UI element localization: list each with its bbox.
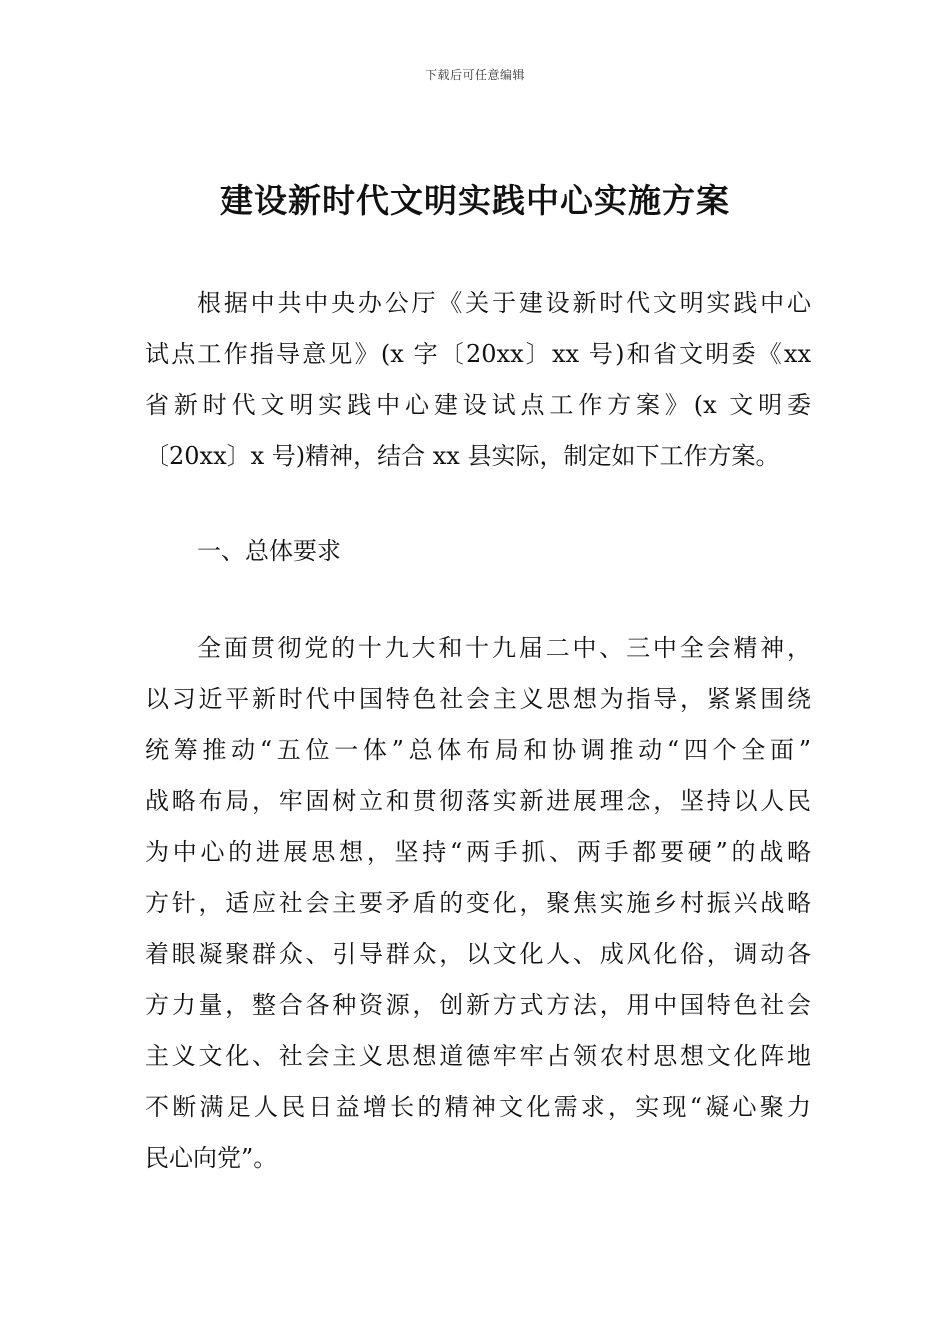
paragraph-line: 为中心的进展思想，坚持“两手抓、两手都要硬”的战略 <box>145 838 811 866</box>
paragraph-line: 着眼凝聚群众、引导群众，以文化人、成风化俗，调动各 <box>145 940 811 968</box>
paragraph-line: 方力量，整合各种资源，创新方式方法，用中国特色社会 <box>145 991 811 1019</box>
paragraph-line: 以习近平新时代中国特色社会主义思想为指导，紧紧围绕 <box>145 685 811 713</box>
document-title: 建设新时代文明实践中心实施方案 <box>220 181 730 220</box>
paragraph-line: 民心向党”。 <box>145 1144 278 1172</box>
section-heading-text: 一、总体要求 <box>197 537 341 565</box>
paragraph-line: 不断满足人民日益增长的精神文化需求，实现“凝心聚力 <box>145 1093 811 1121</box>
paragraph-line: 方针，适应社会主要矛盾的变化，聚焦实施乡村振兴战略 <box>145 889 811 917</box>
paragraph-line: 全面贯彻党的十九大和十九届二中、三中全会精神， <box>197 634 811 662</box>
paragraph-line: 省新时代文明实践中心建设试点工作方案》(x 文明委 <box>145 391 811 419</box>
paragraph-line: 〔20xx〕x 号)精神，结合 xx 县实际，制定如下工作方案。 <box>145 442 780 470</box>
paragraph-line: 统筹推动“五位一体”总体布局和协调推动“四个全面” <box>145 736 811 764</box>
paragraph-line: 试点工作指导意见》(x 字〔20xx〕xx 号)和省文明委《xx <box>145 340 811 368</box>
section-heading <box>145 526 811 577</box>
intro-paragraph <box>145 278 811 482</box>
section-paragraph <box>145 623 811 1184</box>
paragraph-line: 根据中共中央办公厅《关于建设新时代文明实践中心 <box>197 289 811 317</box>
paragraph-line: 战略布局，牢固树立和贯彻落实新进展理念，坚持以人民 <box>145 787 811 815</box>
page-header-note: 下载后可任意编辑 <box>424 68 525 82</box>
paragraph-line: 主义文化、社会主义思想道德牢牢占领农村思想文化阵地 <box>145 1042 811 1070</box>
